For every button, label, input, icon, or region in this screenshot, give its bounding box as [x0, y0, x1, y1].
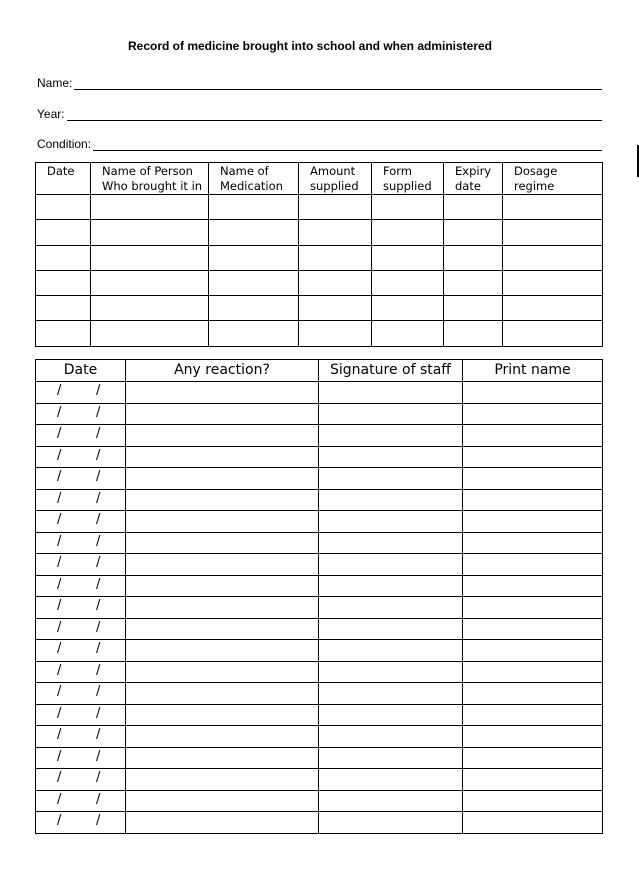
log-cell[interactable] — [319, 769, 463, 791]
supply-cell[interactable] — [36, 220, 91, 245]
log-cell[interactable] — [126, 790, 319, 812]
date-separator: / — [96, 770, 101, 785]
supply-cell[interactable] — [372, 220, 444, 245]
log-table-row — [36, 446, 603, 468]
log-cell[interactable] — [319, 726, 463, 748]
log-cell[interactable] — [126, 661, 319, 683]
supply-cell[interactable] — [299, 195, 372, 220]
log-cell[interactable] — [463, 640, 603, 662]
supply-cell[interactable] — [503, 195, 603, 220]
supply-cell[interactable] — [36, 321, 91, 346]
date-separator: / — [96, 748, 101, 764]
supply-cell[interactable] — [36, 195, 91, 220]
date-separator: / — [57, 383, 62, 398]
log-table-row — [36, 511, 603, 533]
log-date-cell[interactable] — [36, 489, 126, 511]
date-separator: / — [57, 813, 62, 828]
name-label: Name: — [37, 76, 73, 90]
log-table-row — [36, 575, 603, 597]
log-cell[interactable] — [319, 489, 463, 511]
log-cell[interactable] — [319, 468, 463, 490]
log-cell[interactable] — [126, 640, 319, 662]
log-cell[interactable] — [126, 403, 319, 425]
log-table-row — [36, 532, 603, 554]
supply-cell[interactable] — [372, 321, 444, 346]
condition-field — [37, 137, 602, 151]
supply-cell[interactable] — [372, 296, 444, 321]
condition-input-line[interactable] — [93, 138, 602, 151]
log-cell[interactable] — [463, 726, 603, 748]
log-cell[interactable] — [126, 683, 319, 705]
log-table-row — [36, 790, 603, 812]
year-label: Year: — [37, 107, 65, 121]
log-cell[interactable] — [319, 554, 463, 576]
date-separator: / — [57, 641, 62, 656]
supply-table-row — [36, 321, 603, 346]
log-cell[interactable] — [463, 446, 603, 468]
date-separator: / — [96, 598, 101, 613]
log-header-0: Date — [36, 360, 126, 382]
supply-table-row — [36, 245, 603, 270]
log-date-cell[interactable] — [36, 704, 126, 726]
supply-cell[interactable] — [299, 270, 372, 295]
log-date-cell[interactable] — [36, 382, 126, 404]
log-table-row — [36, 640, 603, 662]
date-separator: / — [57, 555, 62, 570]
log-cell[interactable] — [126, 769, 319, 791]
log-cell[interactable] — [319, 683, 463, 705]
date-separator: / — [57, 662, 62, 678]
log-cell[interactable] — [319, 661, 463, 683]
date-separator: / — [96, 619, 101, 635]
supply-cell[interactable] — [444, 321, 503, 346]
date-separator: / — [96, 576, 101, 592]
supply-cell[interactable] — [299, 220, 372, 245]
date-separator: / — [57, 770, 62, 785]
log-table-row — [36, 683, 603, 705]
log-table-row — [36, 425, 603, 447]
log-cell[interactable] — [463, 382, 603, 404]
log-cell[interactable] — [126, 704, 319, 726]
log-date-cell[interactable] — [36, 425, 126, 447]
supply-cell[interactable] — [209, 245, 299, 270]
log-cell[interactable] — [319, 532, 463, 554]
supply-table-header-row — [36, 163, 603, 195]
log-cell[interactable] — [463, 812, 603, 834]
year-input-line[interactable] — [67, 108, 602, 121]
log-table-row — [36, 618, 603, 640]
log-cell[interactable] — [126, 532, 319, 554]
log-table-row — [36, 382, 603, 404]
supply-cell[interactable] — [444, 270, 503, 295]
log-date-cell[interactable] — [36, 640, 126, 662]
log-cell[interactable] — [463, 790, 603, 812]
log-date-cell[interactable] — [36, 597, 126, 619]
log-cell[interactable] — [463, 575, 603, 597]
date-separator: / — [57, 791, 62, 807]
log-date-cell[interactable] — [36, 726, 126, 748]
log-header-2: Signature of staff — [319, 360, 463, 382]
log-cell[interactable] — [319, 446, 463, 468]
log-table-row — [36, 597, 603, 619]
supply-cell[interactable] — [444, 195, 503, 220]
date-separator: / — [96, 684, 101, 699]
log-cell[interactable] — [463, 597, 603, 619]
supply-cell[interactable] — [372, 195, 444, 220]
log-table-row — [36, 661, 603, 683]
log-cell[interactable] — [319, 812, 463, 834]
log-cell[interactable] — [319, 511, 463, 533]
supply-cell[interactable] — [299, 321, 372, 346]
date-separator: / — [96, 426, 101, 441]
supply-cell[interactable] — [36, 296, 91, 321]
log-cell[interactable] — [463, 554, 603, 576]
log-date-cell[interactable] — [36, 661, 126, 683]
log-cell[interactable] — [319, 382, 463, 404]
log-table-row — [36, 468, 603, 490]
supply-cell[interactable] — [372, 270, 444, 295]
log-table-header-row — [36, 360, 603, 382]
supply-cell[interactable] — [209, 270, 299, 295]
log-table-row — [36, 704, 603, 726]
log-cell[interactable] — [319, 747, 463, 769]
date-separator: / — [57, 533, 62, 549]
supply-cell[interactable] — [444, 220, 503, 245]
medicine-supply-table — [35, 162, 603, 347]
supply-cell[interactable] — [503, 220, 603, 245]
date-separator: / — [57, 576, 62, 592]
date-separator: / — [96, 641, 101, 656]
log-table-row — [36, 769, 603, 791]
date-separator: / — [96, 512, 101, 527]
supply-cell[interactable] — [36, 245, 91, 270]
log-date-cell[interactable] — [36, 683, 126, 705]
supply-cell[interactable] — [91, 245, 209, 270]
supply-cell[interactable] — [91, 220, 209, 245]
log-cell[interactable] — [126, 446, 319, 468]
log-date-cell[interactable] — [36, 812, 126, 834]
date-separator: / — [96, 813, 101, 828]
log-date-cell[interactable] — [36, 618, 126, 640]
date-separator: / — [96, 533, 101, 549]
log-cell[interactable] — [126, 618, 319, 640]
supply-cell[interactable] — [36, 270, 91, 295]
log-cell[interactable] — [463, 683, 603, 705]
log-cell[interactable] — [463, 489, 603, 511]
supply-header-4: Form supplied — [372, 163, 444, 195]
date-separator: / — [96, 705, 101, 721]
log-cell[interactable] — [463, 704, 603, 726]
date-separator: / — [57, 619, 62, 635]
supply-table-row — [36, 270, 603, 295]
supply-cell[interactable] — [444, 296, 503, 321]
date-separator: / — [57, 598, 62, 613]
log-date-cell[interactable] — [36, 790, 126, 812]
log-date-cell[interactable] — [36, 532, 126, 554]
supply-cell[interactable] — [503, 296, 603, 321]
supply-table-row — [36, 296, 603, 321]
supply-cell[interactable] — [209, 296, 299, 321]
log-date-cell[interactable] — [36, 747, 126, 769]
supply-cell[interactable] — [503, 270, 603, 295]
log-cell[interactable] — [126, 747, 319, 769]
supply-cell[interactable] — [209, 220, 299, 245]
name-field — [37, 76, 602, 90]
supply-header-6: Dosage regime — [503, 163, 603, 195]
name-input-line[interactable] — [74, 77, 602, 90]
supply-cell[interactable] — [91, 195, 209, 220]
supply-table-row — [36, 220, 603, 245]
date-separator: / — [57, 748, 62, 764]
log-table-row — [36, 489, 603, 511]
supply-cell[interactable] — [503, 245, 603, 270]
log-cell[interactable] — [126, 382, 319, 404]
supply-cell[interactable] — [91, 321, 209, 346]
supply-header-5: Expiry date — [444, 163, 503, 195]
date-separator: / — [96, 404, 101, 420]
log-table-row — [36, 812, 603, 834]
date-separator: / — [96, 791, 101, 807]
log-date-cell[interactable] — [36, 511, 126, 533]
log-cell[interactable] — [319, 618, 463, 640]
log-cell[interactable] — [126, 425, 319, 447]
date-separator: / — [96, 490, 101, 506]
date-separator: / — [96, 727, 101, 742]
log-cell[interactable] — [319, 790, 463, 812]
log-table-row — [36, 403, 603, 425]
log-cell[interactable] — [319, 704, 463, 726]
supply-table-row — [36, 195, 603, 220]
form-title: Record of medicine brought into school and when administered — [127, 39, 493, 53]
supply-cell[interactable] — [91, 270, 209, 295]
log-date-cell[interactable] — [36, 468, 126, 490]
date-separator: / — [57, 447, 62, 463]
log-cell[interactable] — [463, 769, 603, 791]
log-cell[interactable] — [463, 511, 603, 533]
log-date-cell[interactable] — [36, 403, 126, 425]
log-date-cell[interactable] — [36, 769, 126, 791]
supply-cell[interactable] — [209, 321, 299, 346]
log-cell[interactable] — [319, 597, 463, 619]
supply-cell[interactable] — [444, 245, 503, 270]
log-cell[interactable] — [126, 812, 319, 834]
year-field — [37, 107, 602, 121]
supply-header-2: Name of Medication — [209, 163, 299, 195]
date-separator: / — [96, 662, 101, 678]
date-separator: / — [57, 684, 62, 699]
log-cell[interactable] — [463, 618, 603, 640]
log-cell[interactable] — [126, 489, 319, 511]
log-cell[interactable] — [126, 575, 319, 597]
log-cell[interactable] — [126, 597, 319, 619]
supply-cell[interactable] — [372, 245, 444, 270]
supply-cell[interactable] — [209, 195, 299, 220]
log-table-row — [36, 747, 603, 769]
log-cell[interactable] — [319, 640, 463, 662]
date-separator: / — [96, 555, 101, 570]
log-date-cell[interactable] — [36, 554, 126, 576]
date-separator: / — [57, 426, 62, 441]
date-separator: / — [57, 727, 62, 742]
supply-header-1: Name of Person Who brought it in — [91, 163, 209, 195]
date-separator: / — [57, 705, 62, 721]
date-separator: / — [57, 469, 62, 484]
log-header-3: Print name — [463, 360, 603, 382]
log-cell[interactable] — [463, 747, 603, 769]
log-cell[interactable] — [463, 403, 603, 425]
log-cell[interactable] — [463, 425, 603, 447]
log-cell[interactable] — [463, 661, 603, 683]
log-cell[interactable] — [126, 554, 319, 576]
log-cell[interactable] — [319, 575, 463, 597]
log-cell[interactable] — [319, 425, 463, 447]
date-separator: / — [96, 469, 101, 484]
log-date-cell[interactable] — [36, 575, 126, 597]
date-separator: / — [57, 404, 62, 420]
date-separator: / — [57, 512, 62, 527]
supply-cell[interactable] — [91, 296, 209, 321]
date-separator: / — [96, 447, 101, 463]
condition-label: Condition: — [37, 137, 92, 151]
date-separator: / — [96, 383, 101, 398]
log-cell[interactable] — [463, 532, 603, 554]
date-separator: / — [57, 490, 62, 506]
log-date-cell[interactable] — [36, 446, 126, 468]
log-cell[interactable] — [126, 511, 319, 533]
log-table-row — [36, 554, 603, 576]
supply-cell[interactable] — [299, 296, 372, 321]
supply-header-3: Amount supplied — [299, 163, 372, 195]
supply-cell[interactable] — [299, 245, 372, 270]
log-header-1: Any reaction? — [126, 360, 319, 382]
log-table-row — [36, 726, 603, 748]
log-cell[interactable] — [126, 468, 319, 490]
log-cell[interactable] — [319, 403, 463, 425]
administration-log-table — [35, 359, 603, 834]
supply-cell[interactable] — [503, 321, 603, 346]
supply-header-0: Date — [36, 163, 91, 195]
log-cell[interactable] — [126, 726, 319, 748]
log-cell[interactable] — [463, 468, 603, 490]
